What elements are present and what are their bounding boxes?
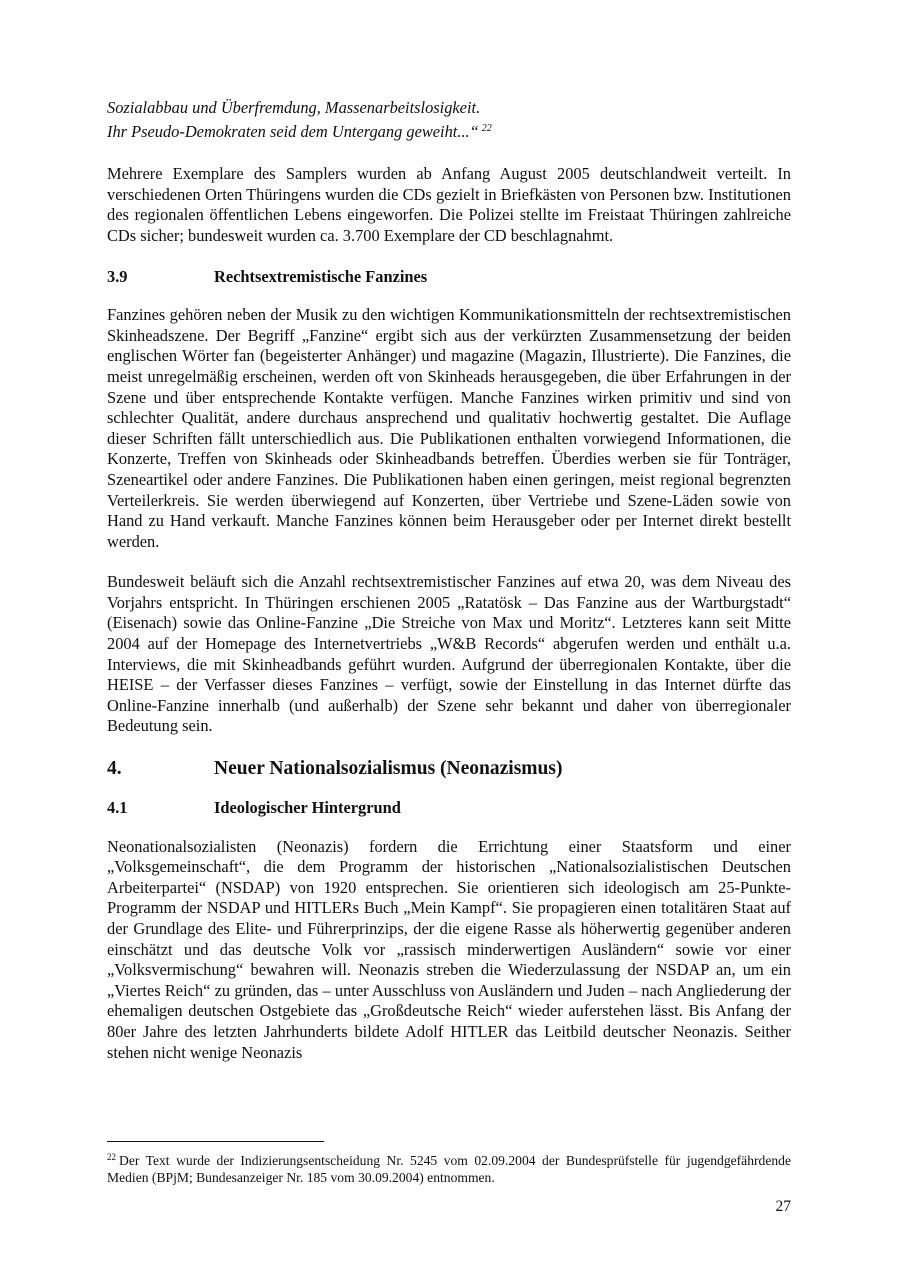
chapter-number: 4. <box>107 758 122 780</box>
quote-block <box>107 98 791 142</box>
section-title: Ideologischer Hintergrund <box>214 798 401 818</box>
quote-line-2 <box>107 119 791 143</box>
page-content <box>107 98 791 1063</box>
section-heading-4-1 <box>107 798 791 819</box>
quote-line-1: Sozialabbau und Überfremdung, Massenarbeitslosigkeit. <box>107 98 481 117</box>
section-title: Rechtsextremistische Fanzines <box>214 266 428 286</box>
footnote-divider <box>107 1141 324 1142</box>
footnote-reference: 22 <box>481 122 492 134</box>
section-heading-3-9 <box>107 267 791 288</box>
paragraph-sampler-distribution: Mehrere Exemplare des Samplers wurden ab Anfang August 2005 deutschlandweit verteilt. In verschiedenen Orten Thüringens wurden die CDs gezielt in Briefkästen von Personen bzw. Institutionen des regionalen öffentlichen Lebens eingeworfen. Die Polizei stellte im Freistaat Thüringen zahlreiche CDs sicher; bundesweit wurden ca. 3.700 Exemplare der CD beschlagnahmt. <box>107 164 791 245</box>
footnote <box>107 1149 791 1186</box>
paragraph-fanzines-count: Bundesweit beläuft sich die Anzahl rechtsextremistischer Fanzines auf etwa 20, was dem Niveau des Vorjahrs entspricht. In Thüringen erschienen 2005 „Ratatösk – Das Fanzine aus der Wartburgstadt“ (Eisenach) sowie das Online-Fanzine „Die Streiche von Max und Moritz“. Letzteres kann seit Mitte 2004 auf der Homepage des Internetvertriebs „W&B Records“ abgerufen werden und enthält u.a. Interviews, die mit Skinheadbands geführt wurden. Aufgrund der überregionalen Kontakte, über die HEISE – der Verfasser dieses Fanzines – verfügt, sowie der Einstellung in das Internet dürfte das Online-Fanzine innerhalb (und außerhalb) der Szene sehr bekannt und daher von überregionaler Bedeutung sein. <box>107 572 791 736</box>
paragraph-fanzines-definition: Fanzines gehören neben der Musik zu den wichtigen Kommunikationsmitteln der rechtsextremistischen Skinheadszene. Der Begriff „Fanzine“ ergibt sich aus der verkürzten Zusammensetzung der beiden englischen Wörter fan (begeisterter Anhänger) und magazine (Magazin, Illustrierte). Die Fanzines, die meist unregelmäßig erscheinen, werden oft von Skinheads herausgegeben, die über Erfahrungen in der Szene und über entsprechende Kontakte verfügen. Manche Fanzines wirken primitiv und sind von schlechter Qualität, andere durchaus ansprechend und qualitativ hochwertig gestaltet. Die Auflage dieser Schriften fällt unterschiedlich aus. Die Publikationen enthalten vorwiegend Informationen, die Konzerte, Treffen von Skinheads oder Skinheadbands betreffen. Überdies werben sie für Tonträger, Szeneartikel oder andere Fanzines. Die Publikationen haben einen geringen, meist regional begrenzten Verteilerkreis. Sie werden überwiegend auf Konzerten, über Vertriebe und Szene-Läden sowie von Hand zu Hand verkauft. Manche Fanzines können beim Herausgeber oder per Internet direkt bestellt werden. <box>107 305 791 551</box>
paragraph-neonazi-ideology: Neonationalsozialisten (Neonazis) fordern die Errichtung einer Staatsform und einer „Volksgemeinschaft“, die dem Programm der historischen „Nationalsozialistischen Deutschen Arbeiterpartei“ (NSDAP) von 1920 entsprechen. Sie orientieren sich ideologisch am 25-Punkte-Programm der NSDAP und HITLERs Buch „Mein Kampf“. Sie propagieren einen totalitären Staat auf der Grundlage des Elite- und Führerprinzips, der die eigene Rasse als höherwertig gegenüber anderen einschätzt und das deutsche Volk vor „rassisch minderwertigen Ausländern“ sowie vor einer „Volksvermischung“ bewahren will. Neonazis streben die Wiederzulassung der NSDAP an, um ein „Viertes Reich“ zu gründen, das – unter Ausschluss von Ausländern und Juden – nach Angliederung der ehemaligen deutschen Ostgebiete das „Großdeutsche Reich“ wieder auferstehen lässt. Bis Anfang der 80er Jahre des letzten Jahrhunderts bildete Adolf HITLER das Leitbild deutscher Neonazis. Seither stehen nicht wenige Neonazis <box>107 836 791 1062</box>
chapter-title: Neuer Nationalsozialismus (Neonazismus) <box>214 758 563 780</box>
section-number: 3.9 <box>107 266 128 286</box>
section-number: 4.1 <box>107 798 128 818</box>
chapter-heading-4 <box>107 757 791 781</box>
quote-line-2-text: Ihr Pseudo-Demokraten seid dem Untergang geweiht...“ <box>107 121 479 141</box>
footnote-number: 22 <box>107 1152 116 1162</box>
page-number: 27 <box>775 1198 791 1215</box>
footnote-text: Der Text wurde der Indizierungsentscheidung Nr. 5245 vom 02.09.2004 der Bundesprüfstelle für jugendgefährdende Medien (BPjM; Bundesanzeiger Nr. 185 vom 30.09.2004) entnommen. <box>107 1153 791 1185</box>
